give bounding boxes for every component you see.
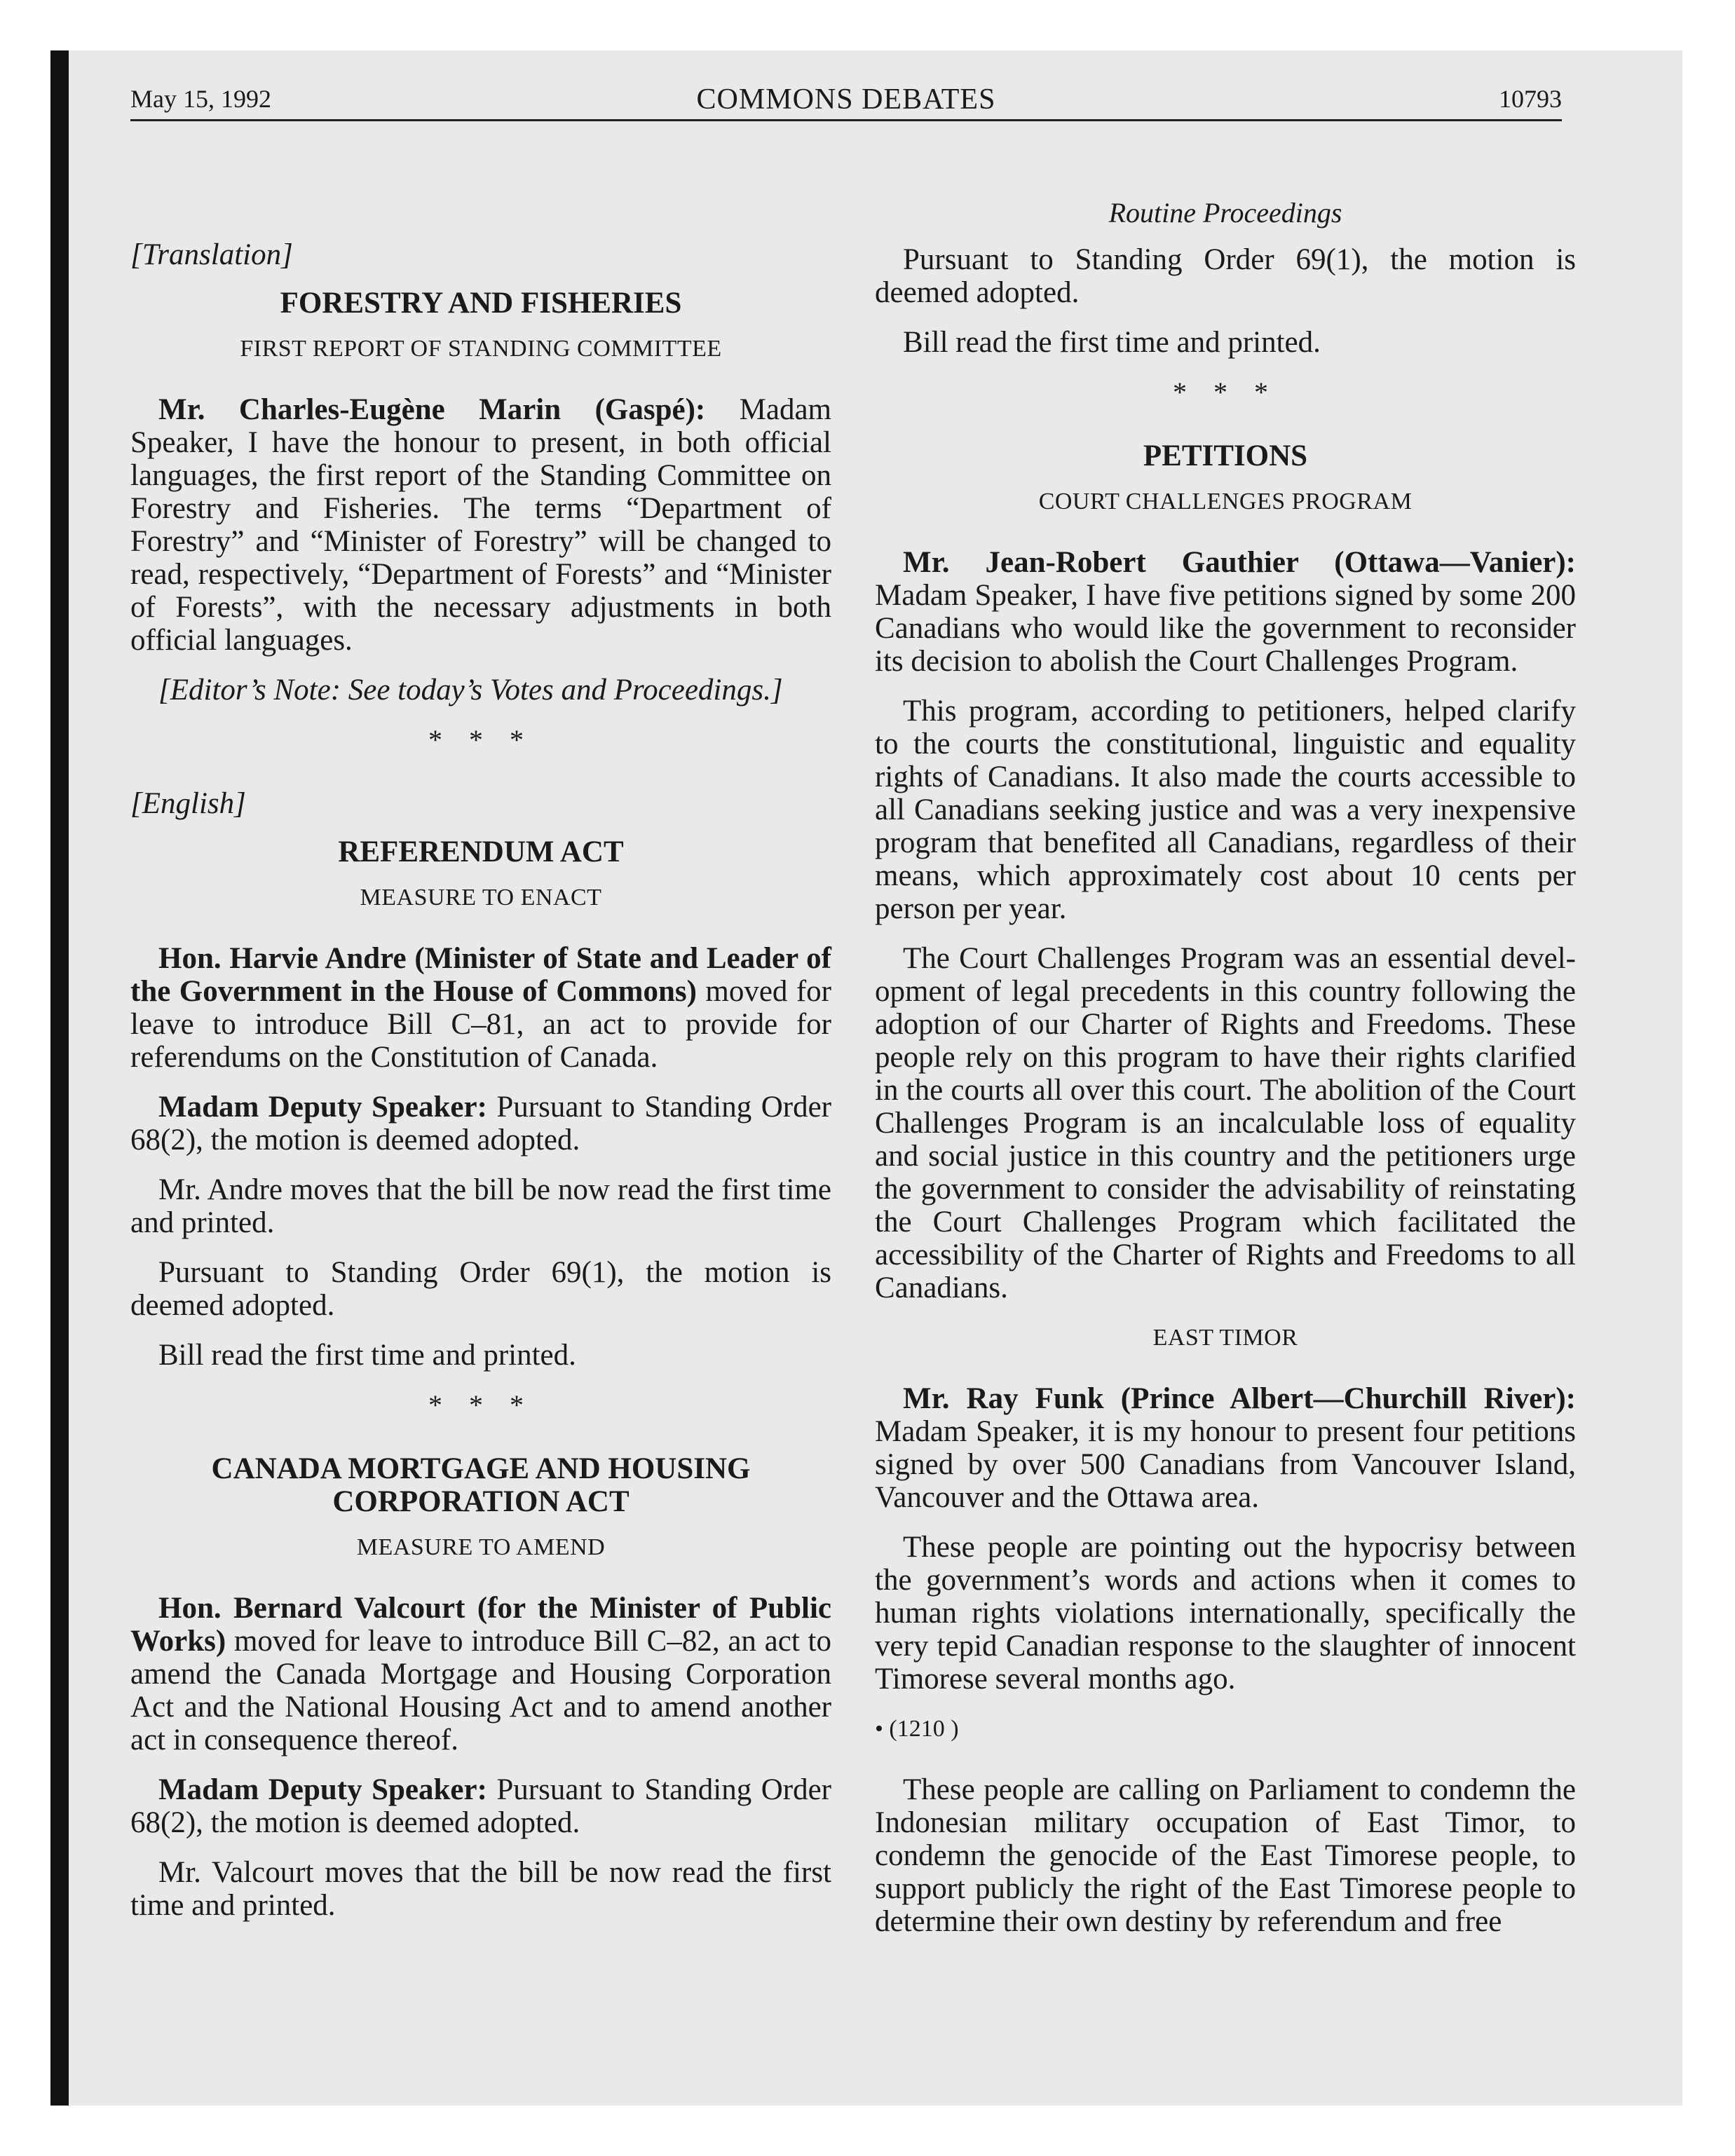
section-title-cmhc-line1: CANADA MORTGAGE AND HOUSING	[211, 1452, 751, 1485]
speaker-name: Madam Deputy Speaker:	[158, 1091, 487, 1124]
speech-text: Pursuant to Standing Order 68(2), the motion is deemed adopted.	[130, 1773, 831, 1839]
speech-text: Madam Speaker, I have five petitions signed by some 200 Canadians who would like the government to reconsider its decision to abolish the Court Challenges Program.	[875, 579, 1576, 678]
editor-note: [Editor’s Note: See today’s Votes and Proceedings.]	[158, 674, 783, 707]
subsection-measure-amend: MEASURE TO AMEND	[356, 1534, 606, 1560]
timestamp: • (1210 )	[875, 1716, 959, 1742]
paragraph-andre-moves: Mr. Andre moves that the bill be now read the first time and printed.	[130, 1173, 831, 1239]
left-column	[130, 154, 831, 1939]
paragraph-valcourt-moves: Mr. Valcourt moves that the bill be now read the first time and printed.	[130, 1856, 831, 1922]
speech-text: moved for leave to introduce Bill C–81, an act to provide for referendums on the Constitution of Canada.	[130, 975, 831, 1074]
paragraph-deputy-speaker	[130, 1773, 831, 1839]
header-title: COMMONS DEBATES	[696, 83, 996, 116]
paragraph-hypocrisy: These people are pointing out the hypocrisy between the government’s words and actions when it comes to human rights violations internationally, specifically the very tepid Canadian response to the slaughter of innocent Timorese several months ago.	[875, 1531, 1576, 1696]
paragraph-motion-adopted: Pursuant to Standing Order 69(1), the motion is deemed adopted.	[130, 1256, 831, 1322]
paragraph-court-challenges: The Court Challenges Program was an essential development of legal precedents in this country following the adoption of our Charter of Rights and Freedoms. These people rely on this program to have their rights clarified in the courts all over this court. The abolition of the Court Challenges Program is an incalculable loss of equality and social justice in this country and the petitioners urge the government to consider the advisability of reinstating the Court Challenges Program which facilitated the accessibility of the Charter of Rights and Freedoms to all Canadians.	[875, 942, 1576, 1304]
paragraph-funk	[875, 1382, 1576, 1514]
paragraph-deputy-speaker	[130, 1091, 831, 1157]
subsection-court-challenges: COURT CHALLENGES PROGRAM	[1038, 489, 1413, 514]
section-title-cmhc-line2: CORPORATION ACT	[332, 1485, 630, 1518]
header-page-number: 10793	[1499, 85, 1562, 113]
paragraph-bill-read: Bill read the first time and printed.	[903, 326, 1321, 359]
english-tag: [English]	[130, 787, 246, 820]
speech-text: Madam Speaker, it is my honour to present four petitions signed by over 500 Canadians from Vancouver Island, Vancouver and the Ottawa area.	[875, 1415, 1576, 1514]
section-title-forestry: FORESTRY AND FISHERIES	[280, 287, 682, 320]
speech-text: Pursuant to Standing Order 68(2), the motion is deemed adopted.	[130, 1091, 831, 1157]
speaker-name: Mr. Charles-Eugène Marin (Gaspé):	[158, 393, 706, 426]
paragraph-andre	[130, 942, 831, 1074]
paragraph-bill-read: Bill read the first time and printed.	[158, 1339, 576, 1372]
speech-text: Madam Speaker, I have the honour to present, in both official languages, the first report of the Standing Committee on Forestry and Fisheries. The terms “Department of Forestry” and “Minister of Forestry” will be changed to read, respectively, “Department of Forests” and “Minister of Forests”, with the necessary adjustments in both official languages.	[130, 393, 831, 657]
speaker-name: Madam Deputy Speaker:	[158, 1773, 487, 1806]
translation-tag: [Translation]	[130, 238, 293, 271]
speaker-name: Hon. Bernard Valcourt (for the Minister of Public Works)	[130, 1592, 831, 1658]
speech-text: moved for leave to introduce Bill C–82, an act to amend the Canada Mortgage and Housing Corporation Act and the National Housing Act and to amend another act in consequence thereof.	[130, 1625, 831, 1756]
speaker-name: Hon. Harvie Andre (Minister of State and Leader of the Government in the House of Commons)	[130, 942, 831, 1008]
section-separator: * * *	[428, 1389, 533, 1421]
page-header	[130, 77, 1562, 121]
section-title-petitions: PETITIONS	[1143, 439, 1308, 472]
subsection-first-report: FIRST REPORT OF STANDING COMMITTEE	[240, 336, 722, 362]
header-date: May 15, 1992	[130, 85, 271, 113]
paragraph-condemn: These people are calling on Parliament to condemn the Indonesian military occupation of East Timor, to condemn the genocide of the East Timorese people, to support publicly the right of the East Timorese people to determine their own destiny by referendum and free	[875, 1773, 1576, 1938]
speaker-name: Mr. Jean-Robert Gauthier (Ottawa—Vanier):	[903, 546, 1576, 579]
subsection-measure-enact: MEASURE TO ENACT	[360, 885, 602, 910]
paragraph-program: This program, according to petitioners, helped clarify to the courts the constitutional, linguistic and equality rights of Canadians. It also made the courts accessible to all Canadians seeking justice and was a very inexpensive program that benefited all Canadians, regardless of their means, which approximately cost about 10 cents per person per year.	[875, 695, 1576, 925]
section-separator: * * *	[1173, 376, 1278, 408]
subsection-east-timor: EAST TIMOR	[1152, 1325, 1298, 1351]
section-title-referendum: REFERENDUM ACT	[338, 835, 624, 868]
right-column	[875, 154, 1576, 1955]
speaker-name: Mr. Ray Funk (Prince Albert—Churchill River):	[903, 1382, 1576, 1415]
scan-border	[50, 50, 69, 2106]
paragraph-valcourt	[130, 1592, 831, 1756]
paragraph-motion-adopted: Pursuant to Standing Order 69(1), the motion is deemed adopted.	[875, 243, 1576, 309]
running-head: Routine Proceedings	[1108, 197, 1342, 228]
paragraph-marin	[130, 393, 831, 657]
section-separator: * * *	[428, 724, 533, 756]
paragraph-gauthier	[875, 546, 1576, 678]
